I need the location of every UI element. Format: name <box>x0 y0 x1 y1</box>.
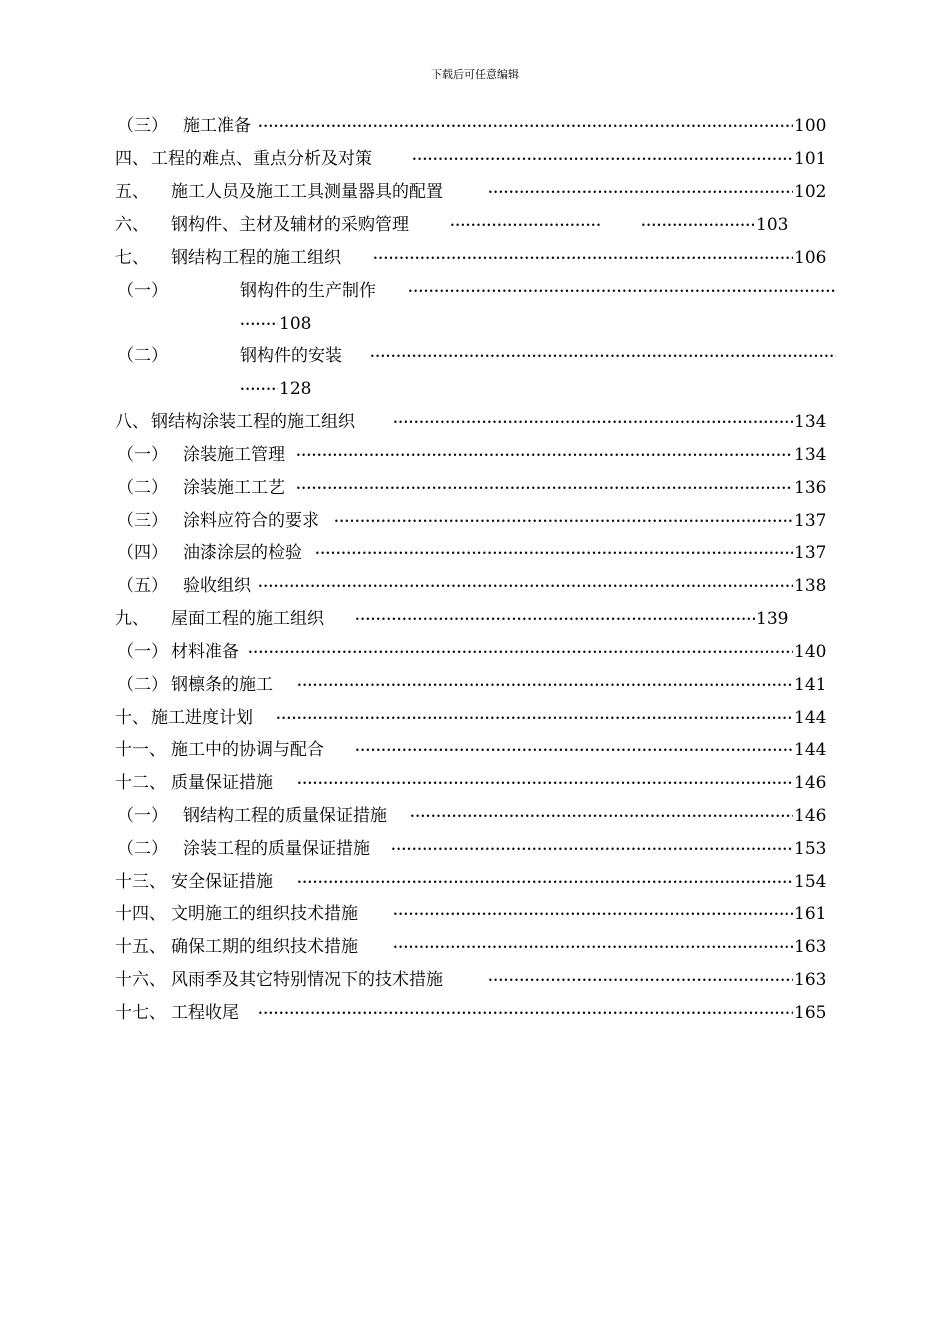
toc-leader-dots <box>258 574 793 598</box>
toc-entry-number: 十五、 <box>115 937 166 957</box>
toc-entry-page: 138 <box>794 576 827 596</box>
toc-entry-title: 安全保证措施 <box>171 872 273 892</box>
toc-leader-dots <box>334 509 793 533</box>
toc-entry-title: 验收组织 <box>183 576 251 596</box>
toc-entry-number: （二） <box>117 675 168 695</box>
toc-entry-page: 163 <box>794 937 827 957</box>
toc-entry-title: 涂装施工工艺 <box>183 478 285 498</box>
toc-leader-dots <box>258 114 793 138</box>
toc-entry-page: 106 <box>794 248 827 268</box>
toc-entry-title: 涂装工程的质量保证措施 <box>183 839 370 859</box>
toc-entry-title: 钢檩条的施工 <box>171 675 273 695</box>
toc-entry-page: 144 <box>794 740 827 760</box>
toc-entry-title: 材料准备 <box>171 642 239 662</box>
toc-leader-dots <box>488 180 793 204</box>
toc-entry-title: 工程的难点、重点分析及对策 <box>151 149 372 169</box>
toc-entry-number: 十二、 <box>115 773 166 793</box>
toc-entry-page: 153 <box>794 839 827 859</box>
toc-leader-dots <box>450 213 602 237</box>
toc-entry-page: 154 <box>794 872 827 892</box>
toc-entry-title: 施工人员及施工工具测量器具的配置 <box>171 182 443 202</box>
toc-entry-page: 134 <box>794 445 827 465</box>
toc-leader-dots <box>297 771 793 795</box>
toc-entry-page: 102 <box>794 182 827 202</box>
toc-leader-dots <box>297 673 793 697</box>
toc-entry-number: 四、 <box>115 149 149 169</box>
toc-entry-title: 屋面工程的施工组织 <box>171 609 324 629</box>
toc-entry-title: 涂料应符合的要求 <box>183 511 319 531</box>
toc-entry-title: 风雨季及其它特别情况下的技术措施 <box>171 970 443 990</box>
toc-entry-number: 五、 <box>115 182 149 202</box>
toc-entry-number: 八、 <box>115 412 149 432</box>
toc-entry-title: 涂装施工管理 <box>183 445 285 465</box>
toc-leader-dots <box>297 870 793 894</box>
toc-entry-title: 施工中的协调与配合 <box>171 740 324 760</box>
toc-leader-dots <box>391 837 793 861</box>
toc-entry-number: （四） <box>117 543 168 563</box>
toc-entry-page: 136 <box>794 478 827 498</box>
toc-entry-page: 144 <box>794 708 827 728</box>
toc-entry-page: 161 <box>794 904 827 924</box>
toc-entry-title: 钢结构工程的施工组织 <box>171 248 341 268</box>
toc-entry-number: 九、 <box>115 609 149 629</box>
toc-entry-number: （一） <box>117 445 168 465</box>
toc-leader-dots <box>370 344 836 368</box>
toc-entry-page: 137 <box>794 511 827 531</box>
toc-entry-page: 100 <box>794 116 827 136</box>
toc-entry-number: （一） <box>117 642 168 662</box>
toc-entry-page: 141 <box>794 675 827 695</box>
toc-leader-dots <box>355 607 755 631</box>
toc-leader-dots <box>408 279 836 303</box>
toc-leader-dots <box>393 410 793 434</box>
toc-entry-title: 油漆涂层的检验 <box>183 543 302 563</box>
toc-entry-page: 165 <box>794 1003 827 1023</box>
toc-leader-dots <box>248 640 793 664</box>
toc-entry-number: 七、 <box>115 248 149 268</box>
toc-leader-dots <box>410 804 793 828</box>
toc-entry-number: 十、 <box>115 708 149 728</box>
toc-entry-number: （一） <box>117 281 168 301</box>
toc-entry-page: 103 <box>756 215 789 235</box>
toc-leader-dots <box>258 1001 793 1025</box>
toc-entry-number: （一） <box>117 806 168 826</box>
page-header: 下载后可任意编辑 <box>431 68 519 81</box>
toc-entry-title: 钢结构工程的质量保证措施 <box>183 806 387 826</box>
toc-entry-number: 十四、 <box>115 904 166 924</box>
toc-entry-title: 施工准备 <box>183 116 251 136</box>
toc-entry-number: （三） <box>117 511 168 531</box>
toc-leader-dots <box>488 968 793 992</box>
toc-entry-number: 十一、 <box>115 740 166 760</box>
toc-leader-dots <box>393 935 793 959</box>
toc-entry-number: （三） <box>117 116 168 136</box>
toc-entry-page: 101 <box>794 149 827 169</box>
toc-entry-number: 十七、 <box>115 1003 166 1023</box>
toc-entry-page: 139 <box>756 609 789 629</box>
toc-leader-dots <box>373 246 793 270</box>
toc-entry-title: 工程收尾 <box>171 1003 239 1023</box>
toc-entry-number: （五） <box>117 576 168 596</box>
toc-entry-number: （二） <box>117 839 168 859</box>
toc-entry-number: （二） <box>117 346 168 366</box>
toc-entry-title: 钢构件、主材及辅材的采购管理 <box>171 215 409 235</box>
toc-leader-dots <box>240 377 278 401</box>
toc-entry-number: （二） <box>117 478 168 498</box>
toc-leader-dots <box>296 476 793 500</box>
toc-leader-dots <box>240 312 278 336</box>
toc-leader-dots <box>355 738 793 762</box>
toc-entry-page: 163 <box>794 970 827 990</box>
toc-entry-title: 确保工期的组织技术措施 <box>171 937 358 957</box>
toc-entry-title: 钢构件的安装 <box>240 346 342 366</box>
toc-entry-page: 146 <box>794 806 827 826</box>
toc-entry-title: 质量保证措施 <box>171 773 273 793</box>
toc-entry-number: 十六、 <box>115 970 166 990</box>
toc-entry-page: 128 <box>279 379 312 399</box>
toc-entry-title: 钢结构涂装工程的施工组织 <box>151 412 355 432</box>
toc-entry-page: 108 <box>279 314 312 334</box>
toc-entry-page: 137 <box>794 543 827 563</box>
toc-entry-page: 140 <box>794 642 827 662</box>
toc-entry-title: 施工进度计划 <box>151 708 253 728</box>
toc-leader-dots <box>393 902 793 926</box>
toc-leader-dots <box>296 443 793 467</box>
toc-leader-dots <box>412 147 793 171</box>
toc-entry-number: 六、 <box>115 215 149 235</box>
toc-leader-dots <box>276 706 793 730</box>
toc-entry-number: 十三、 <box>115 872 166 892</box>
toc-entry-title: 钢构件的生产制作 <box>240 281 376 301</box>
toc-leader-dots <box>315 541 793 565</box>
toc-entry-title: 文明施工的组织技术措施 <box>171 904 358 924</box>
toc-leader-dots <box>641 213 755 237</box>
toc-entry-page: 146 <box>794 773 827 793</box>
toc-entry-page: 134 <box>794 412 827 432</box>
